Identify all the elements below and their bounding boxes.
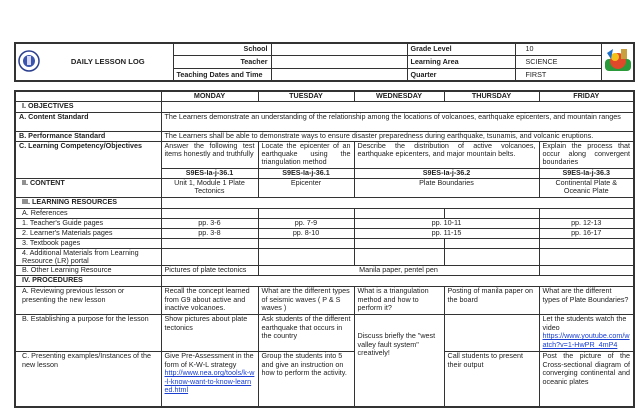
teacher-label: Teacher — [173, 56, 271, 69]
competency-wed-thu: Describe the distribution of active volcanoes, earthquake epicenters, and major mountain belts. — [354, 141, 539, 168]
performance-standard: The Learners shall be able to demonstrate ways to ensure disaster preparedness during earthquake, tsunamis, and volcanic eruptions. — [161, 131, 634, 141]
other-resource-tue-thu: Manila paper, pentel pen — [258, 266, 539, 276]
area-value: SCIENCE — [515, 56, 601, 69]
presenting-monday — [161, 352, 258, 407]
dates-value — [271, 69, 407, 82]
teacher-value — [271, 56, 407, 69]
code-monday: S9ES-Ia-j-36.1 — [161, 168, 258, 178]
school-value — [271, 43, 407, 56]
tg-tuesday: pp. 7-9 — [258, 218, 354, 228]
lesson-log-table — [14, 90, 635, 408]
content-wed-thu: Plate Boundaries — [354, 178, 539, 197]
quarter-label: Quarter — [407, 69, 515, 82]
lm-monday: pp. 3-8 — [161, 228, 258, 238]
objectives-heading: I. OBJECTIVES — [15, 101, 161, 112]
grade-label: Grade Level — [407, 43, 515, 56]
youtube-link[interactable]: https://www.youtube.com/watch?v=1-HwPR_4mP4 — [542, 331, 630, 349]
header-table — [14, 42, 635, 82]
deped-seal-logo — [15, 43, 43, 81]
day-tuesday: TUESDAY — [258, 91, 354, 101]
content-standard: The Learners demonstrate an understanding of the relationship among the locations of volcanoes, earthquake epicenters, and mountain ranges — [161, 112, 634, 131]
code-tuesday: S9ES-Ia-j-36.1 — [258, 168, 354, 178]
review-thursday: Posting of manila paper on the board — [444, 287, 539, 315]
presenting-monday-text: Give Pre-Assessment in the form of K-W-L strategy — [164, 351, 254, 369]
code-friday: S9ES-Ia-j-36.3 — [539, 168, 634, 178]
purpose-friday — [539, 315, 634, 352]
purpose-friday-text: Let the students watch the video — [542, 314, 627, 332]
review-monday: Recall the concept learned from G9 about active and inactive volcanoes. — [161, 287, 258, 315]
reviewing-label: A. Reviewing previous lesson or presenting the new lesson — [15, 287, 161, 315]
content-monday: Unit 1, Module 1 Plate Tectonics — [161, 178, 258, 197]
review-tuesday: What are the different types of seismic waves ( P & S waves ) — [258, 287, 354, 315]
code-wed-thu: S9ES-Ia-j-36.2 — [354, 168, 539, 178]
competency-monday: Answer the following test items honestly and truthfully — [161, 141, 258, 168]
content-friday: Continental Plate & Oceanic Plate — [539, 178, 634, 197]
presenting-tuesday: Group the students into 5 and give an instruction on how to perform the activity. — [258, 352, 354, 407]
performance-standard-label: B. Performance Standard — [15, 131, 161, 141]
lm-friday: pp. 16-17 — [539, 228, 634, 238]
content-tuesday: Epicenter — [258, 178, 354, 197]
resources-heading: III. LEARNING RESOURCES — [15, 197, 161, 208]
tg-wed-thu: pp. 10-11 — [354, 218, 539, 228]
dates-label: Teaching Dates and Time — [173, 69, 271, 82]
grade-value: 10 — [515, 43, 601, 56]
lm-tuesday: pp. 8-10 — [258, 228, 354, 238]
purpose-tuesday: Ask students of the different earthquake that occurs in the country — [258, 315, 354, 352]
other-resource-monday: Pictures of plate tectonics — [161, 266, 258, 276]
document-title: DAILY LESSON LOG — [43, 43, 173, 81]
additional-materials-label: 4. Additional Materials from Learning Resource (LR) portal — [15, 248, 161, 266]
day-friday: FRIDAY — [539, 91, 634, 101]
purpose-thursday — [444, 315, 539, 352]
day-thursday: THURSDAY — [444, 91, 539, 101]
review-friday: What are the different types of Plate Boundaries? — [539, 287, 634, 315]
presenting-label: C. Presenting examples/Instances of the new lesson — [15, 352, 161, 407]
area-label: Learning Area — [407, 56, 515, 69]
quarter-value: FIRST — [515, 69, 601, 82]
tg-friday: pp. 12-13 — [539, 218, 634, 228]
content-heading: II. CONTENT — [15, 178, 161, 197]
school-label: School — [173, 43, 271, 56]
tg-monday: pp. 3-6 — [161, 218, 258, 228]
lm-wed-thu: pp. 11-15 — [354, 228, 539, 238]
competency-friday: Explain the process that occur along convergent boundaries — [539, 141, 634, 168]
purpose-label: B. Establishing a purpose for the lesson — [15, 315, 161, 352]
day-wednesday: WEDNESDAY — [354, 91, 444, 101]
kwl-link[interactable]: http://www.nea.org/tools/k-w-l-know-want-to-know-learned.html — [164, 368, 255, 394]
other-resource-label: B. Other Learning Resource — [15, 266, 161, 276]
day-header-row — [15, 91, 634, 101]
purpose-monday: Show pictures about plate tectonics — [161, 315, 258, 352]
content-standard-label: A. Content Standard — [15, 112, 161, 131]
competency-tuesday: Locate the epicenter of an earthquake using the triangulation method — [258, 141, 354, 168]
competency-label: C. Learning Competency/Objectives — [15, 141, 161, 178]
k12-logo — [601, 43, 634, 81]
presenting-thursday: Call students to present their output — [444, 352, 539, 407]
presenting-friday: Post the picture of the Cross-sectional diagram of converging continental and oceanic plates — [539, 352, 634, 407]
review-wednesday: What is a triangulation method and how to perform it? — [354, 287, 444, 315]
procedures-heading: IV. PROCEDURES — [15, 276, 161, 287]
references-label: A. References — [15, 208, 161, 218]
day-monday: MONDAY — [161, 91, 258, 101]
teachers-guide-label: 1. Teacher's Guide pages — [15, 218, 161, 228]
purpose-wednesday: Discuss briefly the "west valley fault system" creatively! — [354, 315, 444, 407]
textbook-label: 3. Textbook pages — [15, 238, 161, 248]
learners-materials-label: 2. Learner's Materials pages — [15, 228, 161, 238]
